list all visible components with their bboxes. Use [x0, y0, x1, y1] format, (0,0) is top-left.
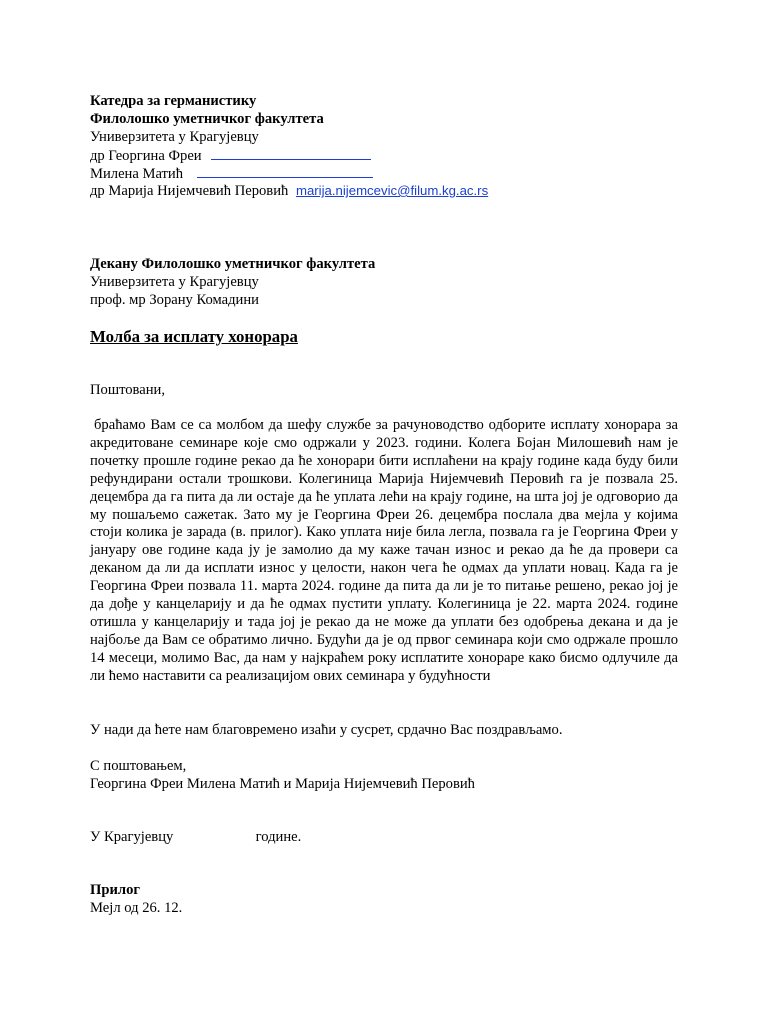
closing-hope: У нади да ћете нам благовремено изаћи у сусрет, срдачно Вас поздрављамо.: [90, 722, 563, 738]
closing-phrase: С поштовањем,: [90, 758, 187, 774]
sender-person-1-name: др Георгина Фреи: [90, 148, 202, 164]
place-date-line: [90, 828, 301, 846]
place: У Крагујевцу: [90, 829, 174, 845]
sender-faculty: Филолошко уметничког факултета: [90, 111, 324, 127]
recipient-university: Универзитета у Крагујевцу: [90, 274, 259, 290]
sender-block: [90, 92, 488, 200]
attachment-label: Прилог: [90, 882, 140, 898]
recipient-dean: Декану Филолошко уметничког факултета: [90, 256, 376, 272]
year-word: године.: [255, 829, 302, 845]
signature-blank-1: [211, 146, 371, 160]
letter-title: Молба за исплату хонорара: [90, 327, 298, 346]
recipient-block: [90, 255, 375, 309]
recipient-name: проф. мр Зорану Комадини: [90, 292, 259, 308]
sender-person-1: [90, 146, 488, 164]
signatures: Георгина Фреи Милена Матић и Марија Нијемчевић Перовић: [90, 776, 475, 792]
letter-body-paragraph: брaћамо Вам се са молбом да шефу службе за рачуноводство одборите исплату хонорара за акредитоване семинаре које смо одржали у 2023. години. Колега Бојан Милошевић нам је почетку прошле године рекао да ће хонорари бити исплаћени на крају године када буду били рефундирани остали трошкови. Колегиница Марија Нијемчевић Перовић га је позвала 25. децембра да га пита да ли остаје да ће уплата лећи на крају године, на шта јој је одговорио да му пошаљемо сажетак. Зато му је Георгина Фреи 26. децембра послала два мејла у којима стоји колика је зарада (в. прилог). Како уплата није била легла, позвала га је Георгина Фреи у јануару ове године када ју је замолио да му каже тачан износ и рекао да ће да провери са деканом да ли да исплати износ у целости, након чега ће одмах да уплати новац. Када га је Георгина Фреи позвала 11. марта 2024. године да пита да ли је то питање решено, рекао јој је да дође у канцеларију и да ће одмах пустити уплату. Колегиница је 22. марта 2024. године отишла у канцеларију и тада јој је рекао да не може да уплати без одобрења декана и да је најбоље да Вам се обратимо лично. Будући да је од првог семинара који смо одржале прошло 14 месеци, молимо Вас, да нам у најкраћем року исплатите хонораре како бисмо одлучиле да ли ћемо наставити са реализацијом ових семинара у будућности: [90, 417, 678, 684]
attachment-item: Мејл од 26. 12.: [90, 900, 183, 916]
salutation: Поштовани,: [90, 382, 165, 398]
closing-block: [90, 757, 475, 793]
sender-department: Катедра за германистику: [90, 93, 257, 109]
sender-email-link[interactable]: marija.nijemcevic@filum.kg.ac.rs: [295, 183, 489, 198]
sender-person-3-name: др Марија Нијемчевић Перовић: [90, 183, 289, 199]
attachment-block: [90, 881, 182, 917]
sender-person-2-name: Милена Матић: [90, 166, 184, 182]
sender-university: Универзитета у Крагујевцу: [90, 129, 259, 145]
sender-person-2: [90, 164, 488, 182]
sender-person-3: [90, 182, 488, 200]
signature-blank-2: [197, 164, 373, 178]
